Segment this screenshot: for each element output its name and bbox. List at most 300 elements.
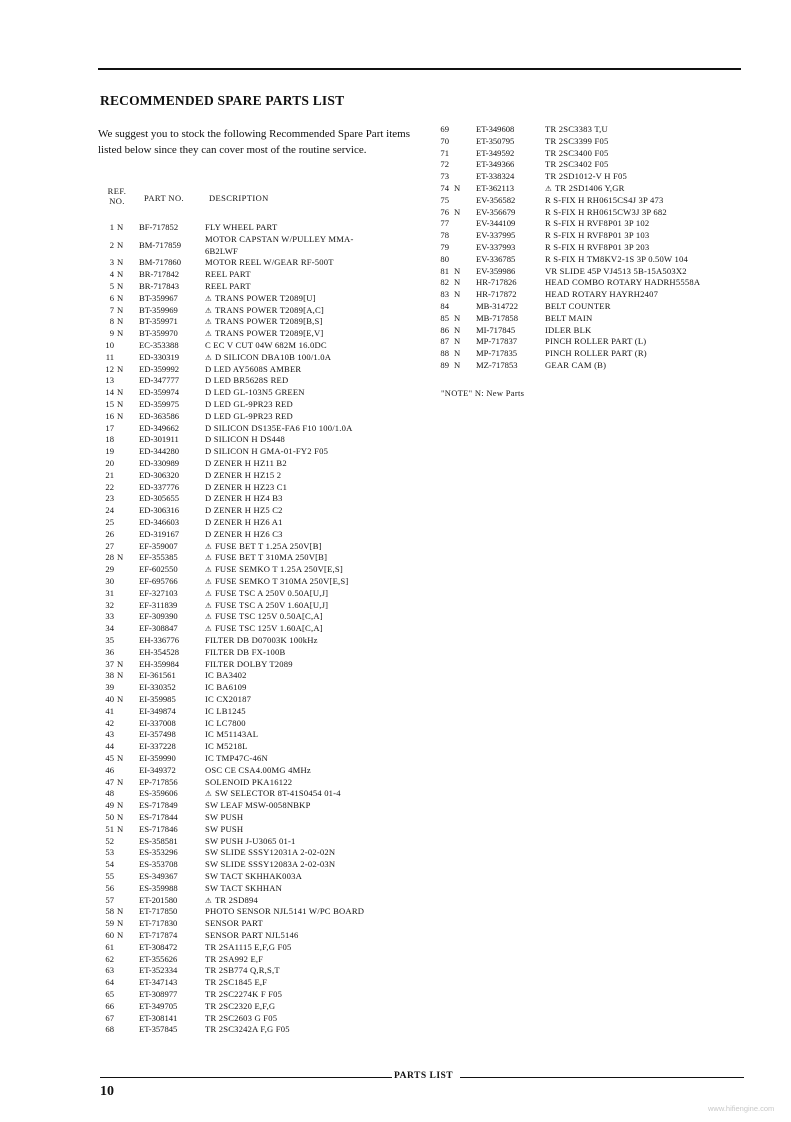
table-row <box>0 399 791 411</box>
part-number-cell: EF-308847 <box>139 623 178 634</box>
ref-no-cell: 61 <box>105 941 114 952</box>
description-cell <box>545 277 700 289</box>
ref-no-cell: 54 <box>105 859 114 870</box>
ref-no-cell: 43 <box>105 729 114 740</box>
ref-no-cell: 10 <box>105 340 114 350</box>
ref-no-cell: 81 <box>440 265 449 276</box>
description-cell <box>205 470 281 482</box>
description-cell <box>205 387 305 399</box>
safety-caution-icon: ⚠ <box>205 553 212 563</box>
part-number-cell: ED-301911 <box>139 434 179 445</box>
ref-no-cell: 44 <box>105 741 114 752</box>
table-row <box>0 600 791 612</box>
ref-no-cell: 24 <box>105 505 114 516</box>
description-text: TR 2SA992 E,F <box>205 953 264 964</box>
part-number-cell: EF-327103 <box>139 587 178 598</box>
new-flag-cell: N <box>117 239 124 250</box>
part-number-cell: ET-357845 <box>139 1024 178 1035</box>
part-number-cell: EI-349874 <box>139 705 176 716</box>
part-number-cell: ED-359992 <box>139 363 180 374</box>
new-flag-cell: N <box>117 930 124 940</box>
ref-no-cell: 49 <box>105 800 114 811</box>
part-number-cell: EI-330352 <box>139 682 176 693</box>
description-cell <box>545 254 688 266</box>
description-cell <box>545 230 649 242</box>
part-number-cell: EI-337008 <box>139 717 176 728</box>
description-text: PINCH ROLLER PART (L) <box>545 336 647 347</box>
table-row <box>0 1024 791 1036</box>
description-cell <box>205 1001 275 1013</box>
ref-no-cell: 75 <box>440 194 449 205</box>
description-text: TR 2SC3400 F05 <box>545 147 609 158</box>
part-number-cell: ED-359975 <box>139 399 180 409</box>
footer-rule-left <box>100 1077 392 1078</box>
table-row <box>0 387 791 399</box>
table-row <box>0 529 791 541</box>
part-number-cell: ET-350795 <box>476 135 515 146</box>
new-flag-cell: N <box>117 694 124 704</box>
table-row <box>0 541 791 553</box>
description-continuation: 6B2LWF <box>205 245 239 256</box>
table-row <box>0 325 791 337</box>
description-text: TR 2SC3383 T,U <box>545 124 608 134</box>
description-cell <box>205 777 292 789</box>
description-cell <box>205 1024 290 1036</box>
new-flag-cell: N <box>454 312 461 323</box>
part-number-cell: ES-717844 <box>139 812 178 822</box>
part-number-cell: EV-337993 <box>476 242 516 252</box>
part-number-cell: ED-349662 <box>139 422 180 433</box>
description-cell <box>205 635 318 647</box>
description-text: SW LEAF MSW-0058NBKP <box>205 800 311 811</box>
description-cell <box>205 977 267 989</box>
table-row <box>0 800 791 812</box>
part-number-cell: EV-356582 <box>476 194 516 205</box>
description-text: TRANS POWER T2089[B,S] <box>214 316 323 327</box>
ref-no-cell: 84 <box>440 301 449 311</box>
new-flag-cell: N <box>117 399 124 409</box>
description-text: D ZENER H HZ6 A1 <box>205 517 283 527</box>
part-number-cell: ED-346603 <box>139 517 180 527</box>
safety-caution-icon: ⚠ <box>205 789 212 799</box>
description-cell <box>205 836 296 848</box>
table-row <box>0 729 791 741</box>
part-number-cell: EV-356679 <box>476 206 516 217</box>
description-cell <box>205 824 243 836</box>
description-text: TR 2SA1115 E,F,G F05 <box>205 941 292 952</box>
description-text: D LED AY5608S AMBER <box>205 363 302 374</box>
description-cell <box>205 576 348 588</box>
table-row <box>0 301 791 313</box>
description-cell <box>545 195 664 207</box>
description-cell <box>205 517 283 529</box>
part-number-cell: HR-717872 <box>476 289 517 300</box>
new-flag-cell: N <box>454 265 461 276</box>
ref-no-cell: 9 <box>109 328 114 339</box>
description-text: TR 2SC1845 E,F <box>205 977 268 988</box>
table-row <box>0 635 791 647</box>
part-number-cell: MP-717837 <box>476 336 518 347</box>
table-row <box>0 470 791 482</box>
ref-no-cell: 74 <box>440 183 449 193</box>
ref-no-cell: 60 <box>105 930 114 940</box>
description-text: SW TACT SKHHAK003A <box>205 871 302 881</box>
description-cell <box>545 348 647 360</box>
new-flag-cell: N <box>117 800 124 811</box>
ref-no-cell: 31 <box>105 587 114 598</box>
ref-no-cell: 86 <box>440 324 449 335</box>
ref-no-cell: 82 <box>440 277 449 288</box>
description-text: IC M51143AL <box>205 729 259 740</box>
description-text: R S-FIX H RH0615CW3J 3P 682 <box>545 206 667 217</box>
description-text: VR SLIDE 45P VJ4513 5B-15A503X2 <box>545 265 687 276</box>
ref-no-cell: 25 <box>105 517 114 527</box>
ref-no-cell: 45 <box>105 753 114 763</box>
table-row <box>0 195 791 207</box>
table-row <box>0 871 791 883</box>
table-row <box>0 423 791 435</box>
table-row <box>0 847 791 859</box>
description-text: FUSE TSC A 250V 1.60A[U,J] <box>214 599 329 610</box>
safety-caution-icon: ⚠ <box>205 293 212 303</box>
new-flag-cell: N <box>117 670 124 681</box>
description-cell <box>205 906 364 918</box>
description-text: PINCH ROLLER PART (R) <box>545 348 647 359</box>
ref-no-cell: 7 <box>109 304 114 315</box>
ref-no-cell: 46 <box>105 764 114 775</box>
table-row <box>0 230 791 242</box>
description-text: R S-FIX H RVF8P01 3P 203 <box>545 242 650 252</box>
ref-no-cell: 3 <box>109 257 114 268</box>
part-number-cell: MI-717845 <box>476 324 516 335</box>
description-text: D LED GL-9PR23 RED <box>205 410 293 421</box>
part-number-cell: ET-362113 <box>476 183 515 193</box>
description-text: FUSE BET T 1.25A 250V[B] <box>214 540 322 551</box>
ref-no-cell: 77 <box>440 218 449 229</box>
description-text: TR 2SC2320 E,F,G <box>205 1000 276 1011</box>
description-cell <box>205 458 287 470</box>
table-row <box>0 434 791 446</box>
part-number-cell: EV-336785 <box>476 253 516 264</box>
safety-caution-icon: ⚠ <box>205 352 212 362</box>
ref-no-cell: 64 <box>105 977 114 988</box>
ref-no-cell: 66 <box>105 1000 114 1011</box>
footer-rule-right <box>460 1077 744 1078</box>
part-number-cell: BM-717859 <box>139 239 182 250</box>
footer-section-label: PARTS LIST <box>394 1071 454 1081</box>
ref-no-cell: 26 <box>105 528 114 539</box>
table-row <box>0 266 791 278</box>
part-number-cell: EV-359986 <box>476 265 516 276</box>
ref-no-cell: 14 <box>105 387 114 398</box>
ref-no-cell: 67 <box>105 1012 114 1023</box>
table-row <box>0 482 791 494</box>
ref-no-cell: 19 <box>105 446 114 457</box>
part-number-cell: EH-354528 <box>139 646 180 657</box>
part-number-cell: ET-349592 <box>476 147 515 158</box>
description-text: TR 2SC3242A F,G F05 <box>205 1024 290 1035</box>
part-number-cell: ED-330989 <box>139 458 180 468</box>
new-flag-cell: N <box>117 316 124 327</box>
part-number-cell: ED-337776 <box>139 481 180 492</box>
ref-no-cell: 8 <box>109 316 114 327</box>
description-text: FILTER DB D07003K 100kHz <box>205 635 318 645</box>
table-row <box>0 611 791 623</box>
part-number-cell: ED-347777 <box>139 375 180 386</box>
table-row <box>0 623 791 635</box>
new-flag-cell: N <box>117 292 124 303</box>
new-flag-cell: N <box>117 269 124 280</box>
part-number-cell: ET-352334 <box>139 965 178 976</box>
new-flag-cell: N <box>117 328 124 339</box>
table-row <box>0 289 791 301</box>
new-flag-cell: N <box>117 222 124 232</box>
description-text: SW SLIDE SSSY12083A 2-02-03N <box>205 859 336 870</box>
description-text: GEAR CAM (B) <box>545 360 607 370</box>
part-number-cell: BM-717860 <box>139 257 182 268</box>
description-cell <box>205 1013 277 1025</box>
ref-no-cell: 55 <box>105 871 114 881</box>
table-row <box>0 989 791 1001</box>
table-row <box>0 1001 791 1013</box>
description-cell <box>205 552 327 564</box>
description-cell <box>205 918 263 930</box>
description-cell <box>545 266 687 278</box>
description-text: TRANS POWER T2089[U] <box>214 292 316 303</box>
new-flag-cell: N <box>454 289 461 300</box>
table-row <box>0 588 791 600</box>
part-number-cell: EF-355385 <box>139 552 178 563</box>
description-cell <box>205 434 285 446</box>
description-text: IC LB1245 <box>205 705 246 716</box>
description-cell <box>205 411 293 423</box>
description-text: SW TACT SKHHAN <box>205 882 283 893</box>
safety-caution-icon: ⚠ <box>205 329 212 339</box>
description-text: TR 2SD1012-V H F05 <box>545 171 627 182</box>
description-text: FUSE TSC 125V 0.50A[C,A] <box>214 611 323 622</box>
safety-caution-icon: ⚠ <box>205 317 212 327</box>
description-cell <box>545 183 625 195</box>
part-number-cell: BT-359970 <box>139 328 178 339</box>
part-number-cell: ET-717830 <box>139 918 178 929</box>
new-flag-cell: N <box>117 906 124 917</box>
ref-no-cell: 73 <box>440 171 449 182</box>
new-flag-cell: N <box>454 324 461 335</box>
description-text: SW SLIDE SSSY12031A 2-02-02N <box>205 847 336 858</box>
safety-caution-icon: ⚠ <box>205 895 212 905</box>
description-text: HEAD COMBO ROTARY HADRH5558A <box>545 277 701 288</box>
ref-no-cell: 23 <box>105 493 114 504</box>
table-row <box>0 552 791 564</box>
ref-no-cell: 22 <box>105 481 114 492</box>
page-number: 10 <box>100 1084 114 1099</box>
ref-no-cell: 69 <box>440 124 449 134</box>
ref-no-cell: 87 <box>440 336 449 347</box>
ref-no-cell: 16 <box>105 410 114 421</box>
part-number-cell: EI-359985 <box>139 694 176 704</box>
top-rule <box>98 68 741 70</box>
description-text: IDLER BLK <box>545 324 592 335</box>
table-row <box>0 977 791 989</box>
description-text: SENSOR PART NJL5146 <box>205 930 299 940</box>
table-row <box>0 148 791 160</box>
description-text: HEAD ROTARY HAYRH2407 <box>545 289 659 300</box>
ref-no-cell: 70 <box>440 135 449 146</box>
part-number-cell: BR-717843 <box>139 281 180 291</box>
part-number-cell: BT-359969 <box>139 304 178 315</box>
table-row <box>0 659 791 671</box>
part-number-cell: MB-717858 <box>476 312 519 323</box>
table-row <box>0 183 791 195</box>
part-number-cell: ET-717874 <box>139 930 178 940</box>
description-cell <box>205 446 328 458</box>
description-cell <box>205 965 280 977</box>
ref-no-cell: 76 <box>440 206 449 217</box>
description-text: FUSE SEMKO T 310MA 250V[E,S] <box>214 576 349 586</box>
description-text: SOLENOID PKA16122 <box>205 776 293 787</box>
part-number-cell: EI-357498 <box>139 729 176 740</box>
description-text: IC LC7800 <box>205 717 246 728</box>
part-number-cell: ED-306320 <box>139 469 180 480</box>
description-text: IC CX20187 <box>205 694 252 704</box>
description-cell <box>545 289 658 301</box>
new-flag-cell: N <box>454 336 461 347</box>
table-row <box>0 336 791 348</box>
description-text: TR 2SB774 Q,R,S,T <box>205 965 280 976</box>
new-flag-cell: N <box>454 360 461 370</box>
intro-text: We suggest you to stock the following Recommended Spare Part items listed below since they can cover most of the routine service. <box>98 128 410 156</box>
new-flag-cell: N <box>117 552 124 563</box>
description-text: FUSE SEMKO T 1.25A 250V[E,S] <box>214 564 343 575</box>
part-number-cell: ET-349366 <box>476 159 515 170</box>
ref-header-line2: NO. <box>109 196 125 206</box>
part-number-cell: HR-717826 <box>476 277 517 288</box>
description-cell <box>205 600 328 612</box>
ref-no-cell: 28 <box>105 552 114 563</box>
description-text: D ZENER H HZ23 C1 <box>205 481 288 492</box>
part-number-cell: ED-319167 <box>139 528 180 539</box>
description-text: TR 2SC2274K F F05 <box>205 989 283 999</box>
description-cell <box>205 883 282 895</box>
part-number-cell: ET-349608 <box>476 124 515 134</box>
description-text: REEL PART <box>205 269 251 280</box>
ref-no-cell: 36 <box>105 646 114 657</box>
ref-no-cell: 35 <box>105 635 114 645</box>
ref-no-cell: 4 <box>109 269 114 280</box>
description-cell <box>205 659 293 671</box>
description-text: D ZENER H HZ5 C2 <box>205 505 283 516</box>
ref-no-cell: 18 <box>105 434 114 445</box>
part-number-cell: ES-717846 <box>139 823 178 834</box>
description-cell <box>205 611 323 623</box>
description-cell <box>545 171 627 183</box>
description-cell <box>545 313 592 325</box>
description-text: SW SELECTOR 8T-41S0454 01-4 <box>214 788 341 799</box>
safety-caution-icon: ⚠ <box>205 541 212 551</box>
table-row <box>0 1013 791 1025</box>
description-cell <box>545 242 649 254</box>
description-cell <box>545 301 611 313</box>
description-text: SW PUSH <box>205 823 244 834</box>
description-text: BELT MAIN <box>545 312 593 323</box>
description-text: SW PUSH J-U3065 01-1 <box>205 835 296 846</box>
safety-caution-icon: ⚠ <box>205 612 212 622</box>
ref-no-cell: 32 <box>105 599 114 610</box>
new-flag-cell: N <box>117 304 124 315</box>
description-header: DESCRIPTION <box>209 193 269 203</box>
part-number-cell: ES-349367 <box>139 871 178 881</box>
part-number-cell: ED-359974 <box>139 387 180 398</box>
part-number-cell: EH-359984 <box>139 658 180 669</box>
description-text: D SILICON DBA10B 100/1.0A <box>214 351 332 362</box>
description-text: D SILICON H DS448 <box>205 434 286 445</box>
description-text: OSC CE CSA4.00MG 4MHz <box>205 764 311 775</box>
description-cell <box>205 942 291 954</box>
table-row <box>0 517 791 529</box>
part-number-cell: ET-349705 <box>139 1000 178 1011</box>
new-flag-cell: N <box>117 776 124 787</box>
new-flag-cell: N <box>117 363 124 374</box>
part-number-cell: EF-309390 <box>139 611 178 622</box>
table-row <box>0 171 791 183</box>
ref-header-line1: REF. <box>107 186 127 196</box>
part-number-cell: EF-359007 <box>139 540 178 551</box>
description-text: MOTOR CAPSTAN W/PULLEY MMA- <box>205 233 354 244</box>
safety-caution-icon: ⚠ <box>205 577 212 586</box>
ref-no-cell: 63 <box>105 965 114 976</box>
part-number-cell: BR-717842 <box>139 269 180 280</box>
new-flag-cell: N <box>454 348 461 359</box>
safety-caution-icon: ⚠ <box>205 305 212 315</box>
description-text: R S-FIX H RVF8P01 3P 102 <box>545 218 650 229</box>
description-text: TR 2SC2603 G F05 <box>205 1012 278 1023</box>
table-row <box>0 741 791 753</box>
description-cell <box>545 148 608 160</box>
description-text: IC BA6109 <box>205 682 247 693</box>
description-text: FUSE TSC A 250V 0.50A[U,J] <box>214 587 329 598</box>
part-number-cell: EI-359990 <box>139 753 176 763</box>
table-row <box>0 348 791 360</box>
description-cell <box>205 741 248 753</box>
part-number-cell: EP-717856 <box>139 776 178 787</box>
part-number-cell: ES-353296 <box>139 847 178 858</box>
part-number-cell: EF-311839 <box>139 599 178 610</box>
description-text: MOTOR REEL W/GEAR RF-500T <box>205 257 334 268</box>
part-number-cell: ET-717850 <box>139 906 178 917</box>
watermark: www.hifiengine.com <box>708 1104 775 1113</box>
ref-no-cell: 1 <box>109 222 114 232</box>
new-flag-cell: N <box>454 183 461 193</box>
description-text: FILTER DOLBY T2089 <box>205 658 293 669</box>
ref-no-cell: 65 <box>105 989 114 999</box>
table-row <box>0 124 791 136</box>
part-number-cell: ET-347143 <box>139 977 178 988</box>
page-title: RECOMMENDED SPARE PARTS LIST <box>100 93 345 108</box>
ref-no-cell: 37 <box>105 658 114 669</box>
description-text: TR 2SD894 <box>214 894 259 905</box>
description-cell <box>205 729 258 741</box>
part-number-cell: EI-337228 <box>139 741 176 752</box>
new-flag-cell: N <box>117 658 124 669</box>
description-cell <box>205 765 311 777</box>
ref-no-cell: 58 <box>105 906 114 917</box>
table-row <box>0 576 791 588</box>
table-row <box>0 159 791 171</box>
description-cell <box>205 682 247 694</box>
part-number-cell: BT-359971 <box>139 316 178 327</box>
ref-no-cell: 17 <box>105 422 114 433</box>
description-cell <box>545 124 608 136</box>
